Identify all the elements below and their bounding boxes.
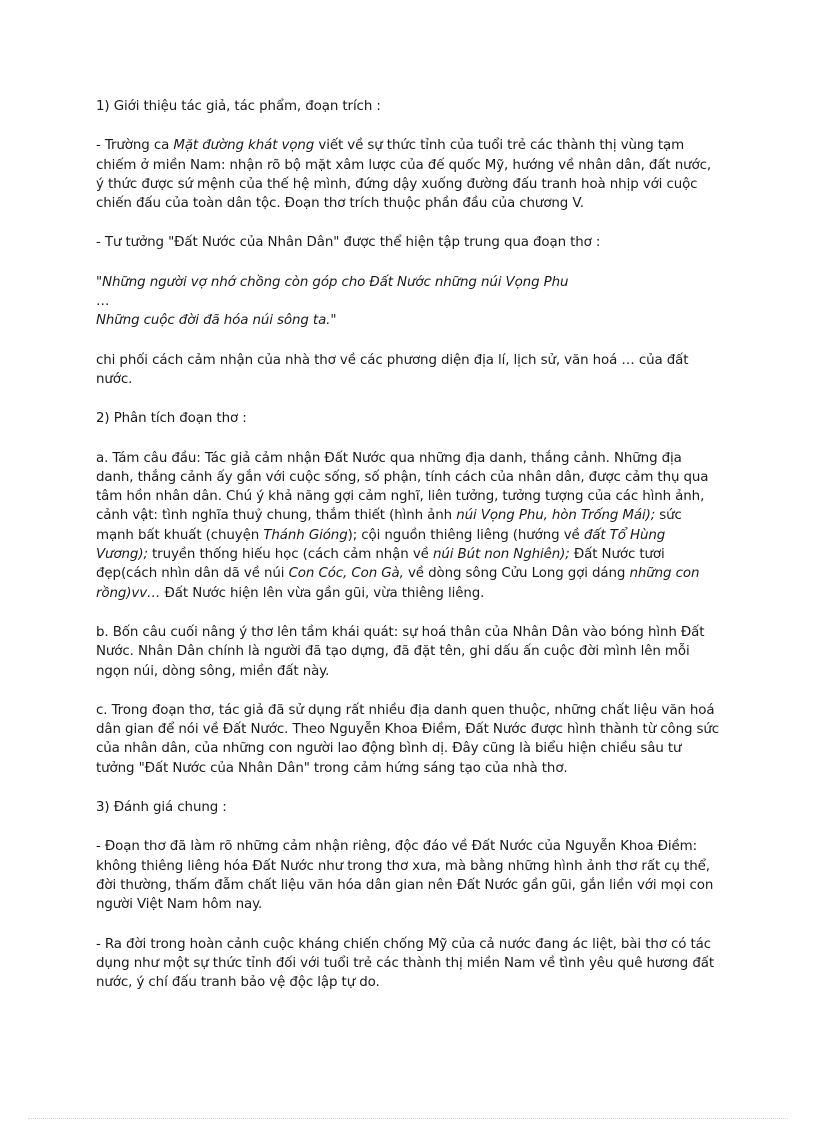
analysis-a-text-7: Đất Nước hiện lên vừa gần gũi, vừa thiêng liêng. bbox=[160, 585, 485, 601]
page-bottom-divider bbox=[28, 1118, 788, 1119]
poem-quote bbox=[96, 273, 720, 331]
analysis-a-italic-4: núi Bút non Nghiên); bbox=[432, 547, 570, 563]
analysis-a-italic-1: núi Vọng Phu, hòn Trống Mái); bbox=[456, 508, 656, 524]
quote-line-1-text: Những người vợ nhớ chồng còn góp cho Đất Nước những núi Vọng Phu bbox=[102, 274, 569, 290]
analysis-a-text-1: a. Tám câu đầu: Tác giả cảm nhận Đất Nước qua những địa danh, thắng cảnh. Những địa danh, thắng cảnh ấy gắn với cuộc sống, số phận, tính cách của nhân dân, được cảm thụ qua tâm hồn nhân dân. Chú ý khả năng gợi cảm nghĩ, liên tưởng, tưởng tượng của các hình ảnh, cảnh vật: tình nghĩa thuỷ chung, thắm thiết (hình ảnh bbox=[96, 450, 709, 524]
section-3-heading: 3) Đánh giá chung : bbox=[96, 800, 227, 816]
quote-open-mark: " bbox=[96, 274, 103, 290]
analysis-a-text-2: sức mạnh bất khuất (chuyện bbox=[96, 508, 682, 543]
thought-paragraph: - Tư tưởng "Đất Nước của Nhân Dân" được thể hiện tập trung qua đoạn thơ : bbox=[96, 235, 601, 251]
evaluation-paragraph-2: - Ra đời trong hoàn cảnh cuộc kháng chiến chống Mỹ của cả nước đang ác liệt, bài thơ có tác dụng như một sự thức tỉnh đối với tuổi trẻ các thành thị miền Nam về tình yêu quê hương đất nước, ý chí đấu tranh bảo vệ độc lập tự do. bbox=[96, 936, 714, 991]
quote-close-mark: " bbox=[330, 313, 337, 329]
analysis-a-italic-3: đất Tổ Hùng Vương); bbox=[96, 527, 666, 563]
intro-paragraph bbox=[96, 136, 720, 213]
quote-ellipsis: … bbox=[96, 294, 110, 310]
quote-line-2-text: Những cuộc đời đã hóa núi sông ta. bbox=[96, 313, 331, 329]
analysis-a-italic-5: Con Cóc, Con Gà, bbox=[288, 566, 404, 582]
quote-followup-paragraph: chi phối cách cảm nhận của nhà thơ về các phương diện địa lí, lịch sử, văn hoá … của đất nước. bbox=[96, 352, 689, 387]
analysis-c-paragraph: c. Trong đoạn thơ, tác giả đã sử dụng rất nhiều địa danh quen thuộc, những chất liệu văn hoá dân gian để nói về Đất Nước. Theo Nguyễn Khoa Điềm, Đất Nước được hình thành từ công sức của nhân dân, của những con người lao động bình dị. Đây cũng là biểu hiện chiều sâu tư tưởng "Đất Nước của Nhân Dân" trong cảm hứng sáng tạo của nhà thơ. bbox=[96, 702, 720, 776]
work-title: Mặt đường khát vọng bbox=[173, 138, 315, 154]
quote-line-2 bbox=[96, 311, 720, 330]
analysis-b-paragraph: b. Bốn câu cuối nâng ý thơ lên tầm khái quát: sự hoá thân của Nhân Dân vào bóng hình Đất Nước. Nhân Dân chính là người đã tạo dựng, đã đặt tên, ghi dấu ấn cuộc đời mình lên mỗi ngọn núi, dòng sông, miền đất này. bbox=[96, 624, 705, 679]
evaluation-paragraph-1: - Đoạn thơ đã làm rõ những cảm nhận riêng, độc đáo về Đất Nước của Nguyễn Khoa Điềm: không thiêng liêng hóa Đất Nước như trong thơ xưa, mà bằng những hình ảnh thơ rất cụ thể, đời thường, thấm đẫm chất liệu văn hóa dân gian nên Đất Nước gần gũi, gắn liền với mọi con người Việt Nam hôm nay. bbox=[96, 839, 714, 913]
analysis-a-italic-6: những con rồng)vv… bbox=[96, 566, 700, 601]
section-2-heading: 2) Phân tích đoạn thơ : bbox=[96, 411, 247, 427]
analysis-a-paragraph bbox=[96, 449, 720, 603]
intro-text-start: - Trường ca bbox=[96, 138, 174, 154]
analysis-a-text-6: về dòng sông Cửu Long gợi dáng bbox=[403, 566, 630, 582]
intro-text-rest: viết về sự thức tỉnh của tuổi trẻ các thành thị vùng tạm chiếm ở miền Nam: nhận rõ bộ mặt xâm lược của đế quốc Mỹ, hướng về nhân dân, đất nước, ý thức được sứ mệnh của thế hệ mình, đứng dậy xuống đường đấu tranh hoà nhịp với cuộc chiến đấu của toàn dân tộc. Đoạn thơ trích thuộc phần đầu của chương V. bbox=[96, 138, 712, 212]
analysis-a-text-3: ); cội nguồn thiêng liêng (hướng về bbox=[347, 527, 584, 543]
quote-line-1 bbox=[96, 273, 720, 292]
analysis-a-text-5: Đất Nước tươi đẹp(cách nhìn dân dã về núi bbox=[96, 547, 665, 582]
section-1-heading: 1) Giới thiệu tác giả, tác phẩm, đoạn trích : bbox=[96, 99, 381, 114]
analysis-a-italic-2: Thánh Gióng bbox=[263, 527, 348, 543]
analysis-a-text-4: truyền thống hiếu học (cách cảm nhận về bbox=[147, 547, 433, 563]
